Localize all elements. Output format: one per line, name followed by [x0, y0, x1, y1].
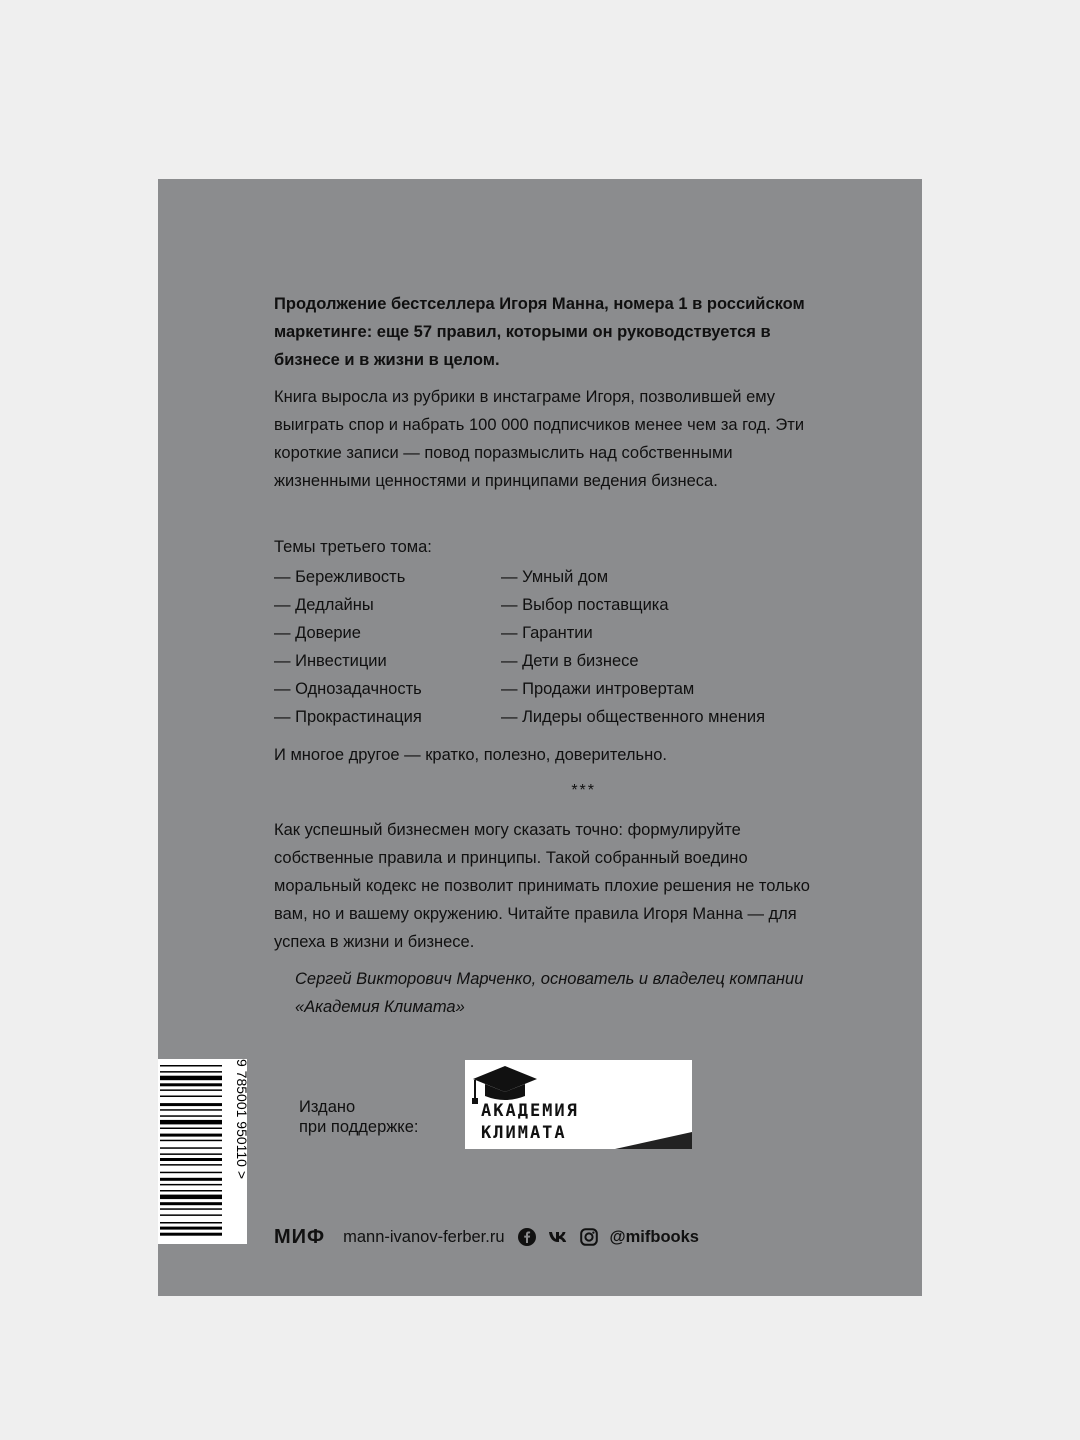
- theme-item: — Бережливость: [274, 568, 406, 586]
- barcode-bar: [160, 1147, 222, 1149]
- barcode-bar: [160, 1140, 222, 1142]
- barcode-bar: [160, 1128, 222, 1130]
- barcode-bar: [160, 1089, 222, 1091]
- theme-item: — Умный дом: [501, 568, 609, 586]
- description-paragraph: Книга выросла из рубрики в инстаграме Игоря, позволившей ему выиграть спор и набрать 100 000 подписчиков менее чем за год. Эти короткие записи — повод поразмыслить над собственными жизненными ценностями и принципами ведения бизнеса.: [274, 388, 805, 490]
- barcode-bar: [160, 1172, 222, 1174]
- lead-paragraph: Продолжение бестселлера Игоря Манна, номера 1 в российском маркетинге: еще 57 правил, которыми он руководствуется в бизнесе и в жизни в целом.: [274, 295, 805, 369]
- support-label: [299, 1097, 418, 1137]
- barcode-bar: [160, 1227, 222, 1230]
- sponsor-logo-line: КЛИМАТА: [481, 1123, 567, 1143]
- barcode-bar: [160, 1233, 222, 1236]
- barcode-bar: [160, 1115, 222, 1117]
- barcode-bar: [160, 1202, 222, 1205]
- barcode-bar: [160, 1158, 222, 1161]
- instagram-icon[interactable]: [579, 1227, 599, 1247]
- barcode-bar: [160, 1214, 222, 1216]
- theme-item: — Однозадачность: [274, 680, 422, 698]
- sponsor-logo-text: [481, 1100, 579, 1144]
- barcode-bar: [160, 1178, 222, 1181]
- sponsor-logo-line: АКАДЕМИЯ: [481, 1101, 579, 1121]
- sponsor-logo: [465, 1060, 692, 1149]
- barcode-bar: [160, 1076, 222, 1081]
- endorsement-author: Сергей Викторович Марченко, основатель и владелец компании «Академия Климата»: [295, 970, 804, 1016]
- social-handle[interactable]: @mifbooks: [609, 1227, 699, 1246]
- barcode-bar: [160, 1120, 222, 1125]
- endorsement-paragraph: Как успешный бизнесмен могу сказать точно: формулируйте собственные правила и принципы. Такой собранный воедино моральный кодекс не позволит принимать плохие решения не только вам, но и вашему окружению. Читайте правила Игоря Манна — для успеха в жизни и бизнесе.: [274, 821, 810, 951]
- theme-item: — Дети в бизнесе: [501, 652, 639, 670]
- barcode-bar: [160, 1096, 222, 1098]
- barcode-bar: [160, 1208, 222, 1210]
- barcode-bar: [160, 1184, 222, 1186]
- barcode-bar: [160, 1134, 222, 1137]
- publisher-logo: МИФ: [274, 1225, 326, 1248]
- theme-item: — Лидеры общественного мнения: [501, 708, 766, 726]
- book-back-cover: [158, 179, 922, 1296]
- barcode-graphic: [158, 1059, 250, 1244]
- theme-item: — Гарантии: [501, 624, 593, 642]
- support-label-line: при поддержке:: [299, 1118, 419, 1136]
- barcode-bar: [160, 1103, 222, 1106]
- theme-item: — Прокрастинация: [274, 708, 422, 726]
- barcode-bar: [160, 1083, 222, 1086]
- themes-title: Темы третьего тома:: [274, 538, 432, 556]
- isbn-number: 9 785001 950110 >: [234, 1059, 250, 1180]
- barcode-bar: [160, 1164, 222, 1166]
- closing-line: И многое другое — кратко, полезно, доверительно.: [274, 746, 667, 764]
- barcode-bar: [160, 1195, 222, 1200]
- theme-item: — Продажи интровертам: [501, 680, 695, 698]
- barcode-bar: [160, 1065, 222, 1067]
- barcode-bar: [160, 1190, 222, 1192]
- isbn-barcode: [158, 1059, 250, 1244]
- theme-item: — Инвестиции: [274, 652, 387, 670]
- facebook-icon[interactable]: [517, 1227, 537, 1247]
- barcode-bar: [160, 1222, 222, 1224]
- theme-item: — Дедлайны: [274, 596, 374, 614]
- vk-icon[interactable]: [548, 1227, 568, 1247]
- theme-item: — Доверие: [274, 624, 361, 642]
- theme-item: — Выбор поставщика: [501, 596, 669, 614]
- publisher-website[interactable]: mann-ivanov-ferber.ru: [343, 1227, 505, 1246]
- support-label-line: Издано: [299, 1098, 356, 1116]
- section-divider: ***: [571, 782, 596, 799]
- barcode-bar: [160, 1109, 222, 1111]
- publisher-footer: [274, 1225, 699, 1249]
- themes-column-right: [501, 563, 765, 731]
- barcode-bar: [160, 1153, 222, 1155]
- themes-column-left: [274, 563, 422, 731]
- barcode-bar: [160, 1071, 222, 1073]
